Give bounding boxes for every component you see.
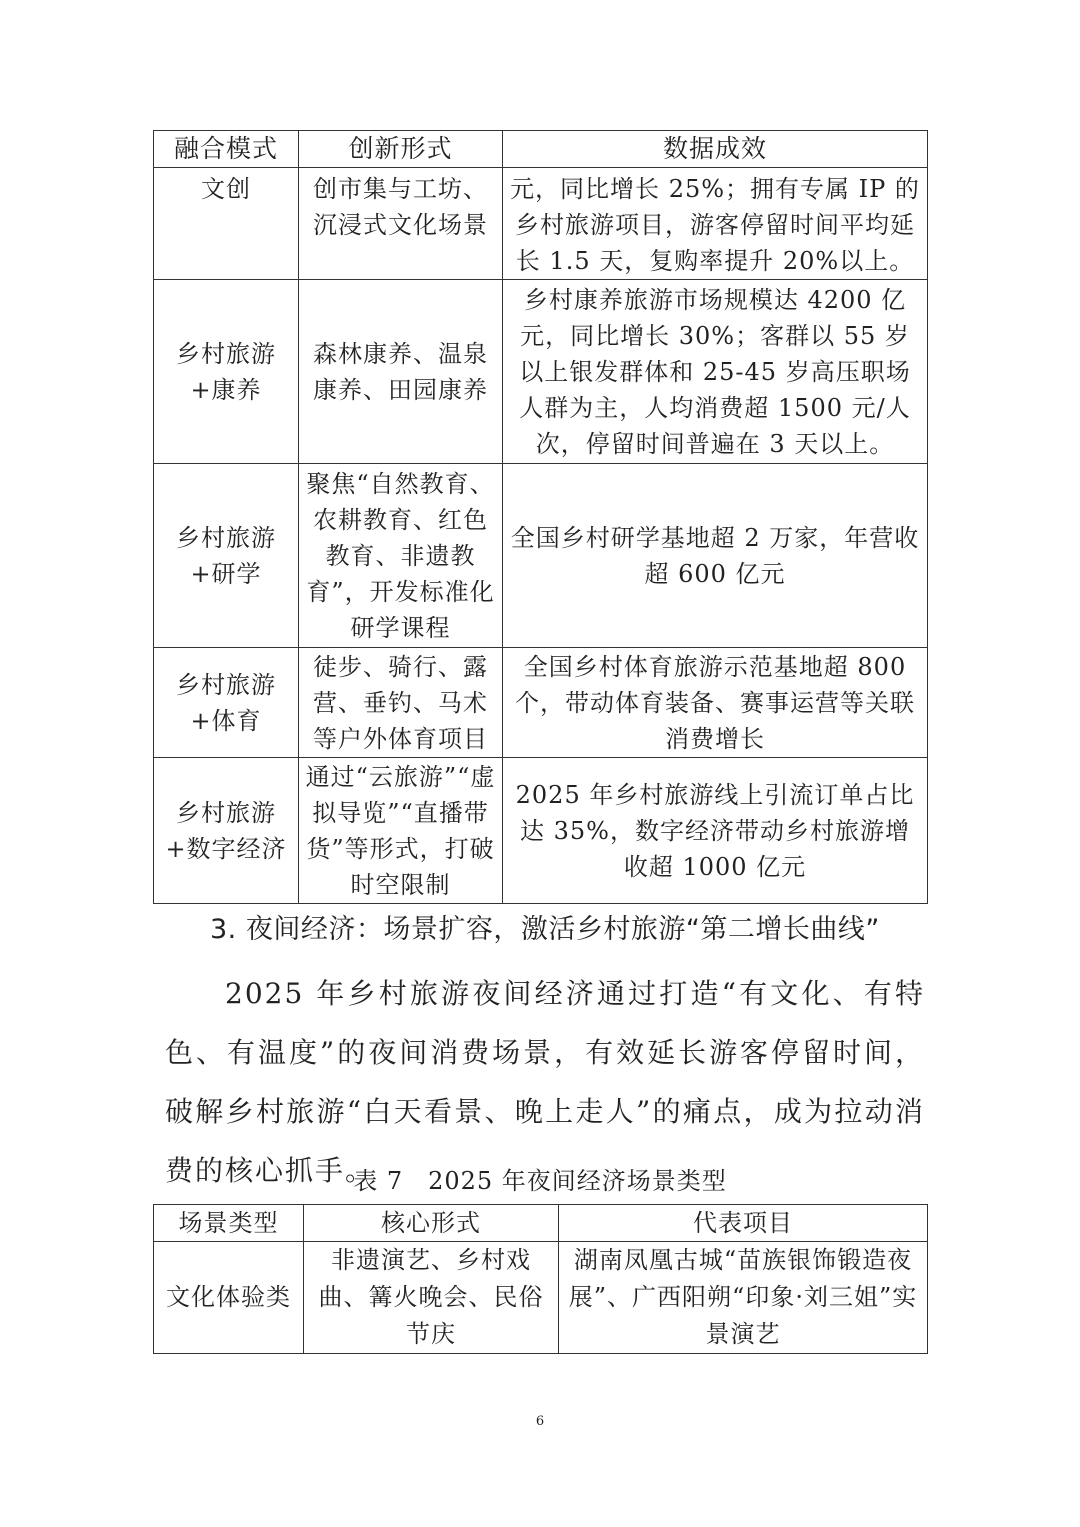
form-cell: 创市集与工坊、沉浸式文化场景 (299, 168, 503, 280)
form-cell: 聚焦“自然教育、农耕教育、红色教育、非遗教育”，开发标准化研学课程 (299, 464, 503, 648)
table-row (154, 648, 928, 758)
column-header-project: 代表项目 (559, 1205, 928, 1242)
column-header-mode: 融合模式 (154, 131, 299, 168)
mode-cell: 乡村旅游+研学 (154, 464, 299, 648)
project-cell: 湖南凤凰古城“苗族银饰锻造夜展”、广西阳朔“印象·刘三姐”实景演艺 (559, 1242, 928, 1354)
table-caption: 表 7 2025 年夜间经济场景类型 (353, 1167, 727, 1195)
table-row (154, 758, 928, 904)
effect-cell: 全国乡村研学基地超 2 万家，年营收超 600 亿元 (503, 464, 928, 648)
effect-cell: 2025 年乡村旅游线上引流订单占比达 35%，数字经济带动乡村旅游增收超 1000 亿元 (503, 758, 928, 904)
table-row (154, 280, 928, 464)
section-heading: 3. 夜间经济：场景扩容，激活乡村旅游“第二增长曲线” (210, 914, 880, 945)
table-row (154, 168, 928, 280)
table-header-row (154, 1205, 928, 1242)
column-header-type: 场景类型 (154, 1205, 304, 1242)
column-header-effect: 数据成效 (503, 131, 928, 168)
integration-mode-table (153, 130, 928, 904)
type-cell: 文化体验类 (154, 1242, 304, 1354)
effect-cell: 全国乡村体育旅游示范基地超 800 个，带动体育装备、赛事运营等关联消费增长 (503, 648, 928, 758)
mode-cell: 乡村旅游+康养 (154, 280, 299, 464)
column-header-form: 核心形式 (304, 1205, 559, 1242)
table-row (154, 1242, 928, 1354)
table-header-row (154, 131, 928, 168)
form-cell: 通过“云旅游”“虚拟导览”“直播带货”等形式，打破时空限制 (299, 758, 503, 904)
form-cell: 非遗演艺、乡村戏曲、篝火晚会、民俗节庆 (304, 1242, 559, 1354)
body-paragraph: 2025 年乡村旅游夜间经济通过打造“有文化、有特色、有温度”的夜间消费场景，有效延长游客停留时间，破解乡村旅游“白天看景、晚上走人”的痛点，成为拉动消费的核心抓手。 (165, 977, 925, 1187)
effect-cell: 元，同比增长 25%；拥有专属 IP 的乡村旅游项目，游客停留时间平均延长 1.5 天，复购率提升 20%以上。 (503, 168, 928, 280)
table-row (154, 464, 928, 648)
page-number: 6 (535, 1414, 545, 1429)
form-cell: 森林康养、温泉康养、田园康养 (299, 280, 503, 464)
mode-cell: 乡村旅游+数字经济 (154, 758, 299, 904)
night-economy-table (153, 1204, 928, 1354)
column-header-form: 创新形式 (299, 131, 503, 168)
form-cell: 徒步、骑行、露营、垂钓、马术等户外体育项目 (299, 648, 503, 758)
effect-cell: 乡村康养旅游市场规模达 4200 亿元，同比增长 30%；客群以 55 岁以上银发群体和 25-45 岁高压职场人群为主，人均消费超 1500 元/人次，停留时间普遍在 3 天以上。 (503, 280, 928, 464)
mode-cell: 乡村旅游+体育 (154, 648, 299, 758)
mode-cell: 文创 (154, 168, 299, 280)
